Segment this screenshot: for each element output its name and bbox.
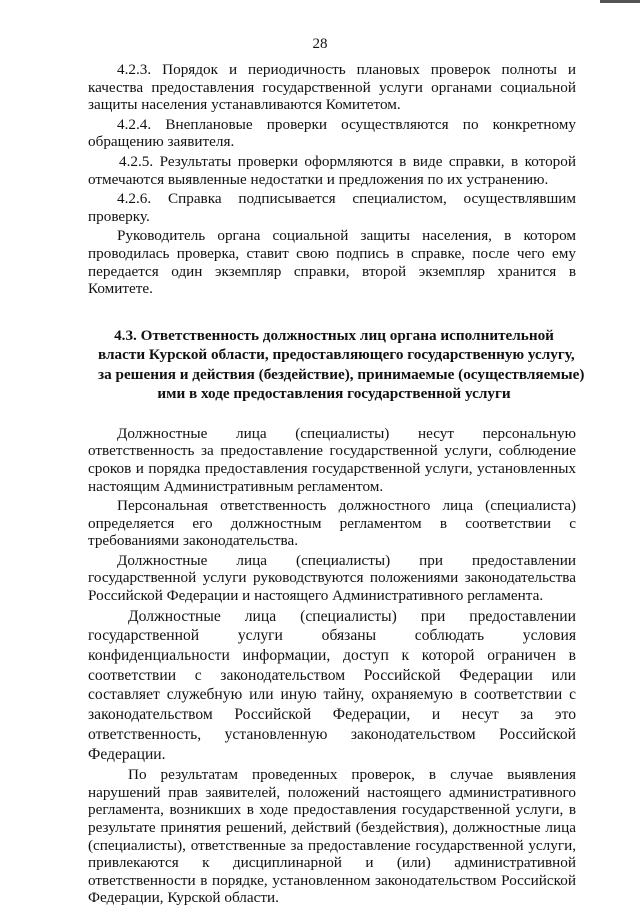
document-body [88,61,585,907]
paragraph-responsibility: Должностные лица (специалисты) несут персональную ответственность за предоставление государственной услуги, соблюдение сроков и порядка предоставления государственной услуги, установленных настоящим Административным регламентом. [88,424,576,495]
heading-line: ими в ходе предоставления государственной услуги [157,385,511,403]
page-number: 28 [312,36,328,52]
paragraph-personal-responsibility: Персональная ответственность должностного лица (специалиста) определяется его должностным регламентом в соответствии с требованиями законодательства. [88,497,576,550]
paragraph-4-2-6: 4.2.6. Справка подписывается специалистом, осуществлявшим проверку. [88,190,576,225]
paragraph-4-2-3: 4.2.3. Порядок и периодичность плановых проверок полноты и качества предоставления государственной услуги органами социальной защиты населения устанавливаются Комитетом. [88,61,576,114]
paragraph-inspection-results: По результатам проведенных проверок, в случае выявления нарушений прав заявителей, положений настоящего административного регламента, возникших в ходе предоставления государственной услуги, в результате принятия решений, действий (бездействия), должностные лица (специалисты), ответственные за предоставление государственной услуги, привлекаются к дисциплинарной и (или) административной ответственности в порядке, установленном законодательством Российской Федерации, Курской области. [88,766,576,907]
scan-corner-mark [600,0,640,3]
paragraph-inspection-head: Руководитель органа социальной защиты населения, в котором проводилась проверка, ставит свою подпись в справке, после чего ему передается один экземпляр справки, второй экземпляр хранится в Комитете. [88,227,576,298]
heading-line: за решения и действия (бездействие), принимаемые (осуществляемые) [98,365,585,383]
paragraph-legislation: Должностные лица (специалисты) при предоставлении государственной услуги руководствуются положениями законодательства Российской Федерации и настоящего Административного регламента. [88,551,576,605]
paragraph-confidentiality: Должностные лица (специалисты) при предоставлении государственной услуги обязаны соблюдать условия конфиденциальности информации, доступ к которой ограничен в соответствии с законодательством Российской Федерации или составляет служебную или иную тайну, охраняемую в соответствии с законодательством Российской Федерации, и несут за это ответственность, установленную законодательством Российской Федерации. [88,607,576,763]
paragraph-4-2-5: 4.2.5. Результаты проверки оформляются в виде справки, в которой отмечаются выявленные недостатки и предложения по их устранению. [88,152,576,188]
paragraph-4-2-4: 4.2.4. Внеплановые проверки осуществляются по конкретному обращению заявителя. [88,115,576,151]
heading-line: 4.3. Ответственность должностных лиц органа исполнительной [114,326,554,344]
heading-line: власти Курской области, предоставляющего государственную услугу, [98,346,575,364]
section-heading-4-3 [88,326,585,404]
